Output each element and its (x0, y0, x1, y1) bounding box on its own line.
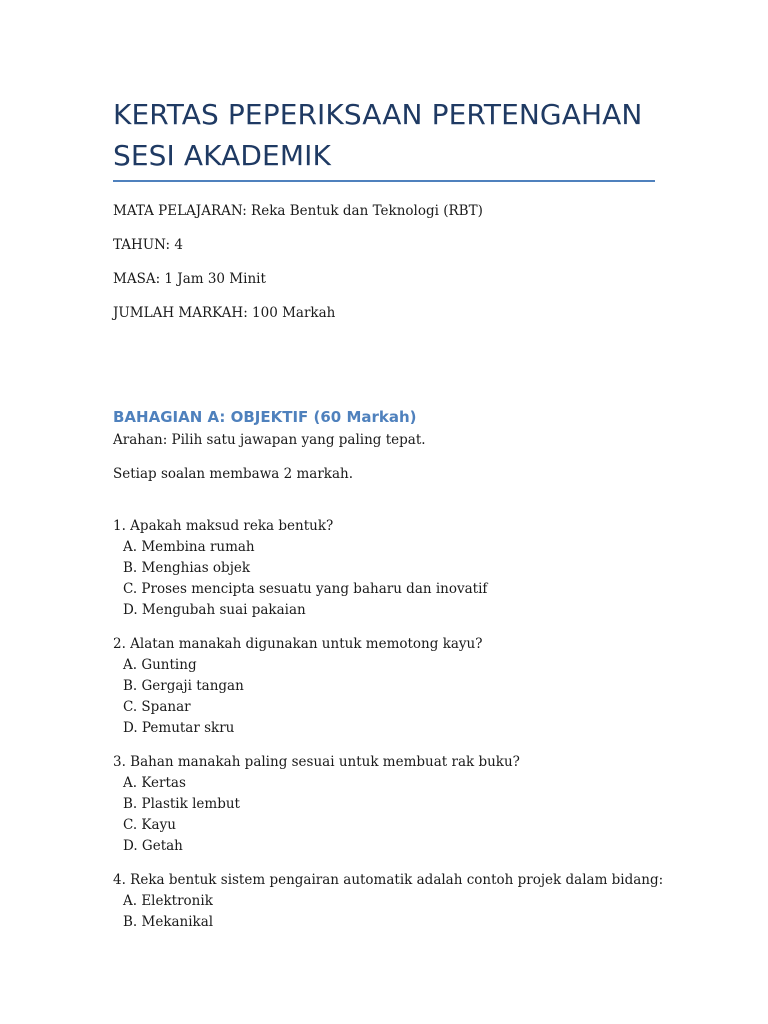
option-c: C. Proses mencipta sesuatu yang baharu dan inovatif (123, 581, 488, 597)
option-c: C. Spanar (123, 699, 191, 715)
title-line-2: SESI AKADEMIK (113, 139, 331, 172)
option-d: D. Pemutar skru (123, 720, 235, 736)
marks-note-line: Setiap soalan membawa 2 markah. (113, 466, 353, 482)
duration-line: MASA: 1 Jam 30 Minit (113, 271, 266, 287)
option-a: A. Membina rumah (123, 539, 255, 555)
instruction-line: Arahan: Pilih satu jawapan yang paling tepat. (113, 432, 426, 448)
option-b: B. Mekanikal (123, 914, 214, 930)
option-a: A. Elektronik (123, 893, 213, 909)
option-b: B. Plastik lembut (123, 796, 240, 812)
question-2 (113, 634, 673, 739)
question-4 (113, 870, 673, 933)
exam-meta-info (113, 201, 658, 337)
year-line: TAHUN: 4 (113, 237, 183, 253)
question-text: 2. Alatan manakah digunakan untuk memotong kayu? (113, 636, 483, 652)
document-title (113, 94, 658, 176)
option-d: D. Mengubah suai pakaian (123, 602, 306, 618)
option-b: B. Gergaji tangan (123, 678, 244, 694)
total-marks-line: JUMLAH MARKAH: 100 Markah (113, 305, 336, 321)
question-text: 3. Bahan manakah paling sesuai untuk membuat rak buku? (113, 754, 520, 770)
section-a-instructions (113, 430, 658, 498)
option-b: B. Menghias objek (123, 560, 251, 576)
option-a: A. Kertas (123, 775, 186, 791)
question-text: 1. Apakah maksud reka bentuk? (113, 518, 334, 534)
question-1 (113, 516, 673, 621)
option-d: D. Getah (123, 838, 183, 854)
section-a-heading: BAHAGIAN A: OBJEKTIF (60 Markah) (113, 408, 417, 426)
subject-line: MATA PELAJARAN: Reka Bentuk dan Teknologi (RBT) (113, 203, 483, 219)
option-a: A. Gunting (123, 657, 197, 673)
title-divider (113, 180, 655, 182)
question-text: 4. Reka bentuk sistem pengairan automatik adalah contoh projek dalam bidang: (113, 872, 664, 888)
title-line-1: KERTAS PEPERIKSAAN PERTENGAHAN (113, 98, 643, 131)
question-list (113, 516, 673, 946)
question-3 (113, 752, 673, 857)
option-c: C. Kayu (123, 817, 176, 833)
